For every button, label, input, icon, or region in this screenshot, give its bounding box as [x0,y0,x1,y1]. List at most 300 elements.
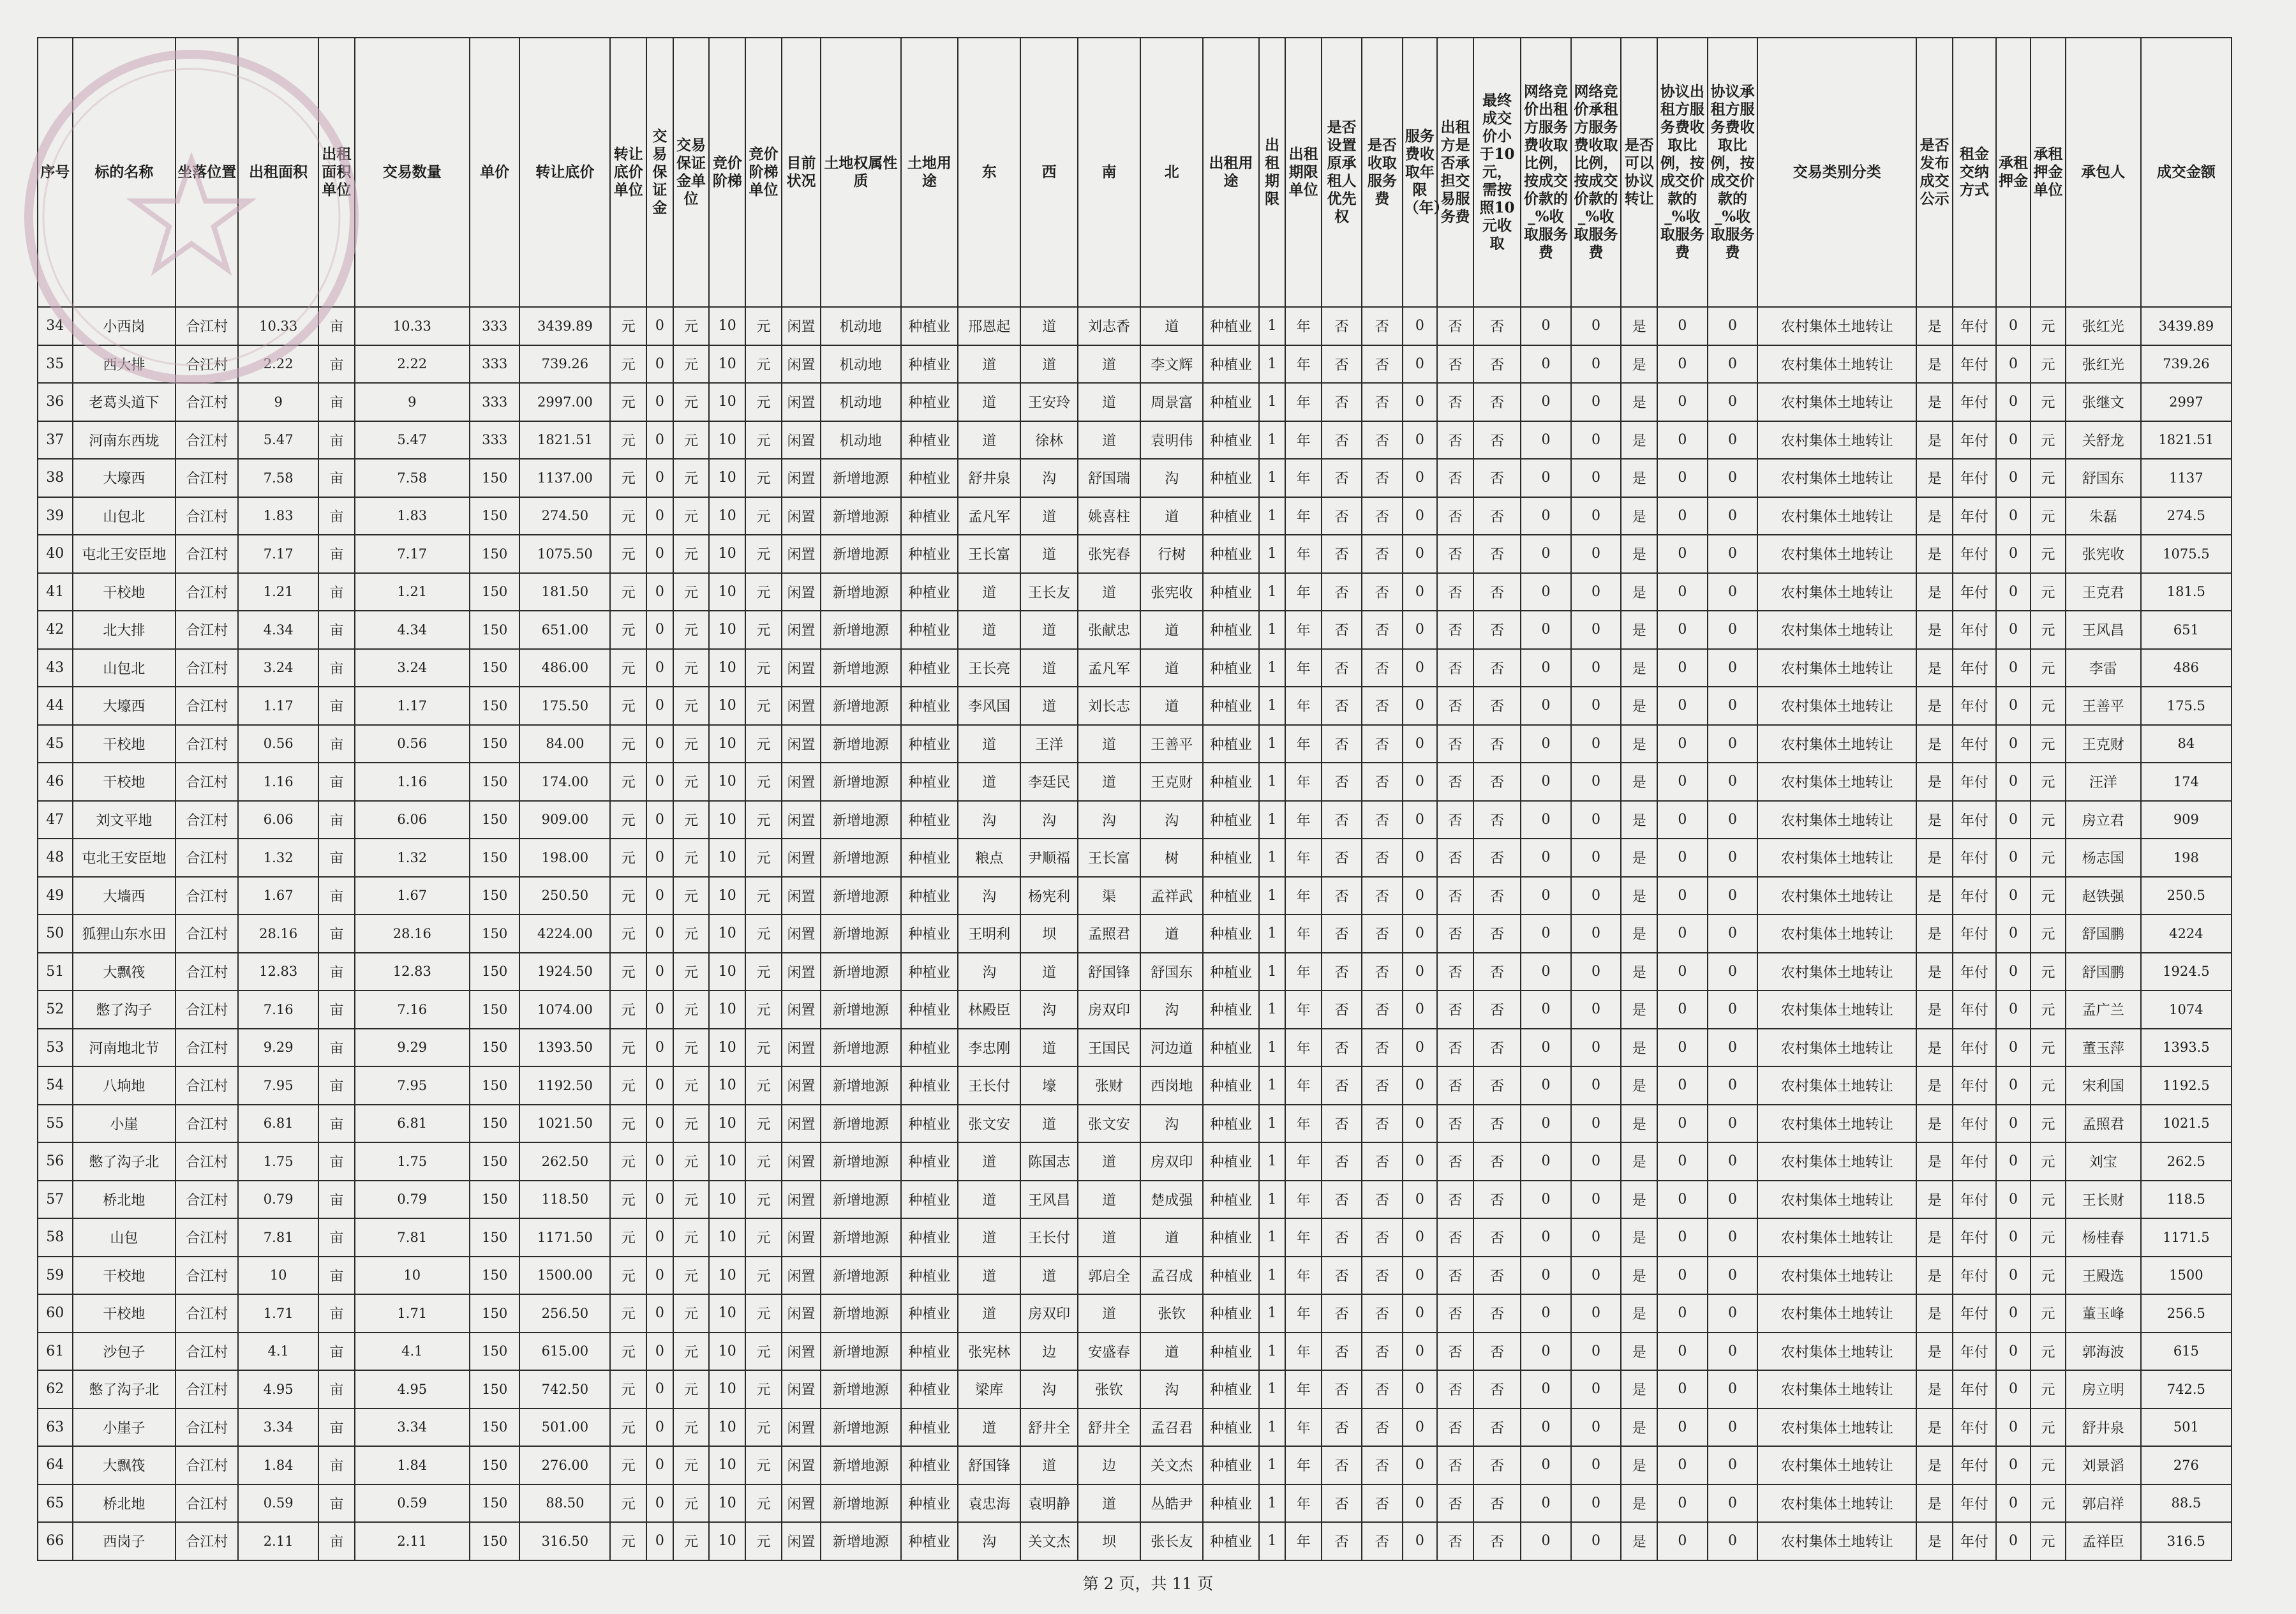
table-cell: 元 [745,1181,782,1219]
table-cell: 0 [1521,1142,1571,1181]
column-header-33: 交易类别分类 [1757,38,1916,307]
table-row [38,763,2232,801]
table-cell: 0 [1571,573,1621,611]
table-cell: 0 [1403,687,1438,725]
table-cell: 种植业 [1203,307,1258,345]
table-cell: 7.95 [355,1066,470,1105]
table-cell: 李廷民 [1020,763,1078,801]
table-cell: 元 [673,1370,710,1409]
table-cell: 0 [1521,990,1571,1029]
table-cell: 否 [1362,1257,1402,1295]
table-cell: 道 [1078,763,1140,801]
table-cell: 150 [470,915,520,953]
table-cell: 0 [1657,345,1708,384]
table-cell: 憋了沟子 [73,990,176,1029]
table-cell: 道 [1020,1446,1078,1484]
table-cell: 否 [1473,915,1521,953]
table-cell: 种植业 [901,649,958,687]
table-cell: 0 [1996,763,2031,801]
table-cell: 元 [673,1484,710,1523]
table-cell: 0 [1403,1218,1438,1257]
table-cell: 元 [673,1522,710,1560]
table-cell: 否 [1437,1257,1473,1295]
table-cell: 年 [1285,725,1322,763]
table-cell: 王风昌 [1020,1181,1078,1219]
table-cell: 年 [1285,1446,1322,1484]
table-cell: 10 [709,990,745,1029]
table-cell: 0 [1657,649,1708,687]
table-cell: 0.79 [355,1181,470,1219]
table-cell: 房双印 [1078,990,1140,1029]
table-cell: 刘文平地 [73,801,176,839]
table-cell: 10 [709,383,745,421]
table-cell: 新增地源 [821,1218,901,1257]
table-cell: 种植业 [901,573,958,611]
table-cell: 山包北 [73,497,176,535]
table-cell: 元 [2031,573,2066,611]
table-cell: 否 [1322,345,1362,384]
table-cell: 6.06 [355,801,470,839]
table-cell: 0 [646,1181,673,1219]
table-cell: 1075.50 [519,535,610,573]
table-cell: 种植业 [1203,801,1258,839]
table-cell: 0 [1708,1370,1758,1409]
table-cell: 否 [1362,1218,1402,1257]
table-header-row [38,38,2232,307]
table-cell: 否 [1362,1370,1402,1409]
table-cell: 元 [2031,1218,2066,1257]
table-cell: 元 [610,421,646,460]
table-cell: 否 [1437,649,1473,687]
table-cell: 道 [1140,307,1203,345]
table-cell: 年 [1285,1105,1322,1143]
column-header-4: 出租面积单位 [318,38,355,307]
table-cell: 1.17 [238,687,318,725]
table-cell: 年付 [1953,1522,1996,1560]
table-cell: 年付 [1953,1029,1996,1067]
table-cell: 新增地源 [821,573,901,611]
table-cell: 年付 [1953,611,1996,649]
table-cell: 0 [1403,1066,1438,1105]
table-cell: 道 [1020,649,1078,687]
table-cell: 0 [1571,459,1621,497]
table-cell: 0 [646,1409,673,1447]
table-cell: 元 [2031,953,2066,991]
table-row [38,649,2232,687]
table-row [38,535,2232,573]
table-cell: 农村集体土地转让 [1757,611,1916,649]
table-cell: 1192.5 [2141,1066,2232,1105]
table-cell: 郭启全 [1078,1257,1140,1295]
table-cell: 张钦 [1140,1294,1203,1333]
table-cell: 干校地 [73,1257,176,1295]
table-cell: 是 [1621,1294,1657,1333]
table-cell: 元 [673,1257,710,1295]
table-cell: 0 [1571,345,1621,384]
table-cell: 10 [709,1257,745,1295]
table-cell: 新增地源 [821,535,901,573]
table-cell: 闲置 [782,839,821,877]
table-cell: 0 [1403,1257,1438,1295]
table-cell: 关文杰 [1140,1446,1203,1484]
table-cell: 否 [1473,763,1521,801]
table-cell: 年 [1285,611,1322,649]
table-cell: 0 [1521,1446,1571,1484]
table-cell: 否 [1322,421,1362,460]
table-cell: 是 [1916,459,1953,497]
table-cell: 是 [1916,763,1953,801]
table-cell: 否 [1362,459,1402,497]
table-cell: 年付 [1953,1105,1996,1143]
table-cell: 道 [958,383,1020,421]
table-cell: 种植业 [901,1446,958,1484]
table-cell: 张红光 [2066,307,2141,345]
table-cell: 闲置 [782,915,821,953]
table-cell: 新增地源 [821,687,901,725]
table-cell: 元 [745,1446,782,1484]
table-cell: 0 [1521,1181,1571,1219]
table-cell: 0 [1521,1029,1571,1067]
table-cell: 0 [1996,1257,2031,1295]
column-header-38: 承包人 [2066,38,2141,307]
table-cell: 农村集体土地转让 [1757,1294,1916,1333]
table-cell: 是 [1621,383,1657,421]
table-cell: 张宪收 [2066,535,2141,573]
table-cell: 刘宝 [2066,1142,2141,1181]
table-cell: 八垧地 [73,1066,176,1105]
table-row [38,1105,2232,1143]
table-cell: 元 [745,953,782,991]
table-cell: 3.34 [355,1409,470,1447]
table-cell: 是 [1621,1484,1657,1523]
table-cell: 新增地源 [821,459,901,497]
table-cell: 元 [745,1370,782,1409]
table-cell: 0 [1996,573,2031,611]
table-cell: 0 [1708,1218,1758,1257]
table-row [38,421,2232,460]
table-cell: 合江村 [175,1484,238,1523]
table-cell: 否 [1437,990,1473,1029]
table-cell: 10 [709,1522,745,1560]
table-cell: 0 [1708,535,1758,573]
table-cell: 0 [1657,1522,1708,1560]
table-cell: 赵铁强 [2066,877,2141,915]
table-cell: 刘长志 [1078,687,1140,725]
table-cell: 是 [1916,1066,1953,1105]
table-cell: 农村集体土地转让 [1757,535,1916,573]
table-cell: 种植业 [1203,1142,1258,1181]
table-cell: 否 [1322,1142,1362,1181]
table-cell: 1 [1259,307,1285,345]
table-cell: 合江村 [175,990,238,1029]
table-cell: 否 [1437,497,1473,535]
table-cell: 否 [1437,535,1473,573]
table-cell: 亩 [318,801,355,839]
table-cell: 否 [1362,801,1402,839]
table-cell: 憋了沟子北 [73,1142,176,1181]
table-cell: 元 [673,1029,710,1067]
table-cell: 元 [610,763,646,801]
table-cell: 0 [1657,725,1708,763]
table-cell: 否 [1473,953,1521,991]
table-cell: 0 [1657,1370,1708,1409]
table-cell: 西岗地 [1140,1066,1203,1105]
table-cell: 元 [2031,1484,2066,1523]
table-cell: 否 [1362,1294,1402,1333]
table-cell: 1393.5 [2141,1029,2232,1067]
table-cell: 否 [1437,1181,1473,1219]
table-cell: 0 [1996,383,2031,421]
table-cell: 新增地源 [821,1181,901,1219]
table-cell: 闲置 [782,1333,821,1371]
table-cell: 否 [1322,839,1362,877]
table-cell: 种植业 [901,1484,958,1523]
table-cell: 742.5 [2141,1370,2232,1409]
table-cell: 1137 [2141,459,2232,497]
table-cell: 年 [1285,649,1322,687]
table-cell: 0 [646,535,673,573]
table-cell: 1.71 [355,1294,470,1333]
table-cell: 0 [1708,1446,1758,1484]
table-cell: 0 [1996,1409,2031,1447]
table-cell: 狐狸山东水田 [73,915,176,953]
table-cell: 1 [1259,1181,1285,1219]
table-cell: 0 [1996,497,2031,535]
table-cell: 年付 [1953,1142,1996,1181]
table-cell: 种植业 [901,1218,958,1257]
table-cell: 否 [1473,1142,1521,1181]
table-cell: 种植业 [901,307,958,345]
table-cell: 1.67 [238,877,318,915]
table-cell: 56 [38,1142,73,1181]
table-cell: 张宪林 [958,1333,1020,1371]
table-cell: 10 [709,459,745,497]
table-cell: 否 [1437,307,1473,345]
table-cell: 元 [610,1370,646,1409]
table-cell: 0 [1571,990,1621,1029]
table-cell: 88.50 [519,1484,610,1523]
table-cell: 否 [1322,725,1362,763]
table-cell: 农村集体土地转让 [1757,421,1916,460]
table-cell: 0 [1571,839,1621,877]
table-cell: 250.50 [519,877,610,915]
table-cell: 否 [1322,877,1362,915]
table-cell: 1.83 [355,497,470,535]
table-cell: 1.75 [238,1142,318,1181]
table-cell: 否 [1437,1142,1473,1181]
table-cell: 10 [709,535,745,573]
table-cell: 农村集体土地转让 [1757,649,1916,687]
table-cell: 元 [610,1066,646,1105]
table-cell: 农村集体土地转让 [1757,1181,1916,1219]
column-header-3: 出租面积 [238,38,318,307]
table-cell: 10 [709,345,745,384]
table-cell: 否 [1473,1522,1521,1560]
table-cell: 孟祥武 [1140,877,1203,915]
table-cell: 元 [610,915,646,953]
table-cell: 0 [1403,1181,1438,1219]
table-cell: 农村集体土地转让 [1757,1484,1916,1523]
table-row [38,1257,2232,1295]
table-cell: 0 [1403,535,1438,573]
table-cell: 闲置 [782,1066,821,1105]
table-cell: 否 [1322,383,1362,421]
table-cell: 150 [470,1218,520,1257]
table-cell: 年 [1285,1522,1322,1560]
table-cell: 150 [470,801,520,839]
table-cell: 否 [1322,1446,1362,1484]
table-cell: 年付 [1953,345,1996,384]
table-cell: 是 [1621,1181,1657,1219]
table-cell: 150 [470,1484,520,1523]
table-cell: 9 [355,383,470,421]
table-cell: 大飘筏 [73,953,176,991]
table-cell: 道 [1078,725,1140,763]
table-cell: 0 [1996,345,2031,384]
table-cell: 农村集体土地转让 [1757,1522,1916,1560]
table-cell: 0 [1996,1294,2031,1333]
table-cell: 1 [1259,1294,1285,1333]
table-cell: 是 [1621,687,1657,725]
table-cell: 道 [958,1142,1020,1181]
table-cell: 张献忠 [1078,611,1140,649]
table-cell: 是 [1916,573,1953,611]
table-cell: 333 [470,307,520,345]
table-cell: 农村集体土地转让 [1757,459,1916,497]
table-cell: 0 [1521,1522,1571,1560]
table-cell: 否 [1473,497,1521,535]
column-header-26: 出租方是否承担交易服务费 [1437,38,1473,307]
table-cell: 元 [610,1257,646,1295]
table-cell: 0 [1657,1066,1708,1105]
table-cell: 0 [1708,915,1758,953]
table-cell: 是 [1621,573,1657,611]
table-cell: 道 [1140,1333,1203,1371]
table-cell: 41 [38,573,73,611]
table-cell: 否 [1362,990,1402,1029]
column-header-19: 北 [1140,38,1203,307]
table-cell: 486 [2141,649,2232,687]
table-cell: 元 [745,990,782,1029]
table-cell: 李雷 [2066,649,2141,687]
table-cell: 1924.5 [2141,953,2232,991]
table-cell: 615 [2141,1333,2232,1371]
table-cell: 年付 [1953,383,1996,421]
table-cell: 王长付 [1020,1218,1078,1257]
table-cell: 元 [745,1142,782,1181]
table-cell: 7.17 [355,535,470,573]
table-cell: 亩 [318,1484,355,1523]
table-cell: 年 [1285,915,1322,953]
table-cell: 是 [1916,725,1953,763]
table-cell: 739.26 [519,345,610,384]
table-cell: 否 [1437,1409,1473,1447]
table-cell: 亩 [318,1105,355,1143]
table-cell: 合江村 [175,1333,238,1371]
table-cell: 0 [646,1333,673,1371]
table-cell: 276.00 [519,1446,610,1484]
table-cell: 0 [1403,1522,1438,1560]
table-cell: 10 [709,763,745,801]
table-cell: 种植业 [901,1294,958,1333]
table-cell: 种植业 [901,345,958,384]
table-cell: 0 [1708,1029,1758,1067]
table-cell: 合江村 [175,1105,238,1143]
table-cell: 否 [1322,1484,1362,1523]
table-cell: 0 [1657,877,1708,915]
table-cell: 否 [1473,307,1521,345]
table-cell: 合江村 [175,687,238,725]
table-cell: 84 [2141,725,2232,763]
table-cell: 1021.5 [2141,1105,2232,1143]
table-cell: 元 [610,1181,646,1219]
table-cell: 闲置 [782,801,821,839]
table-cell: 1 [1259,421,1285,460]
table-cell: 0 [1996,687,2031,725]
table-cell: 元 [673,345,710,384]
table-cell: 1 [1259,1029,1285,1067]
table-cell: 种植业 [1203,421,1258,460]
table-cell: 合江村 [175,1446,238,1484]
table-cell: 年 [1285,1181,1322,1219]
table-cell: 元 [673,953,710,991]
table-cell: 元 [2031,801,2066,839]
table-cell: 1 [1259,1522,1285,1560]
table-cell: 1.16 [355,763,470,801]
table-cell: 否 [1473,573,1521,611]
table-row [38,725,2232,763]
table-cell: 新增地源 [821,1066,901,1105]
table-cell: 元 [610,1409,646,1447]
table-cell: 元 [673,1446,710,1484]
table-cell: 250.5 [2141,877,2232,915]
table-cell: 亩 [318,915,355,953]
table-cell: 道 [1020,1029,1078,1067]
table-cell: 河边道 [1140,1029,1203,1067]
table-cell: 年 [1285,1142,1322,1181]
table-cell: 李文辉 [1140,345,1203,384]
table-cell: 关舒龙 [2066,421,2141,460]
table-cell: 亩 [318,877,355,915]
table-cell: 0 [1996,953,2031,991]
table-cell: 合江村 [175,1370,238,1409]
table-row [38,801,2232,839]
table-cell: 2.11 [238,1522,318,1560]
table-cell: 元 [2031,497,2066,535]
table-cell: 1 [1259,345,1285,384]
table-cell: 种植业 [1203,1181,1258,1219]
table-cell: 0 [1708,687,1758,725]
table-cell: 0 [1521,953,1571,991]
table-cell: 181.5 [2141,573,2232,611]
table-cell: 舒国锋 [958,1446,1020,1484]
table-cell: 元 [2031,421,2066,460]
table-cell: 合江村 [175,1066,238,1105]
table-cell: 1 [1259,649,1285,687]
table-cell: 0 [1521,307,1571,345]
table-cell: 2.22 [238,345,318,384]
table-cell: 农村集体土地转让 [1757,839,1916,877]
table-cell: 王克财 [2066,725,2141,763]
table-cell: 年付 [1953,307,1996,345]
table-cell: 沟 [958,953,1020,991]
table-cell: 元 [2031,383,2066,421]
table-cell: 1 [1259,1446,1285,1484]
table-cell: 新增地源 [821,1522,901,1560]
table-cell: 0 [646,953,673,991]
table-row [38,307,2232,345]
table-cell: 否 [1473,1484,1521,1523]
